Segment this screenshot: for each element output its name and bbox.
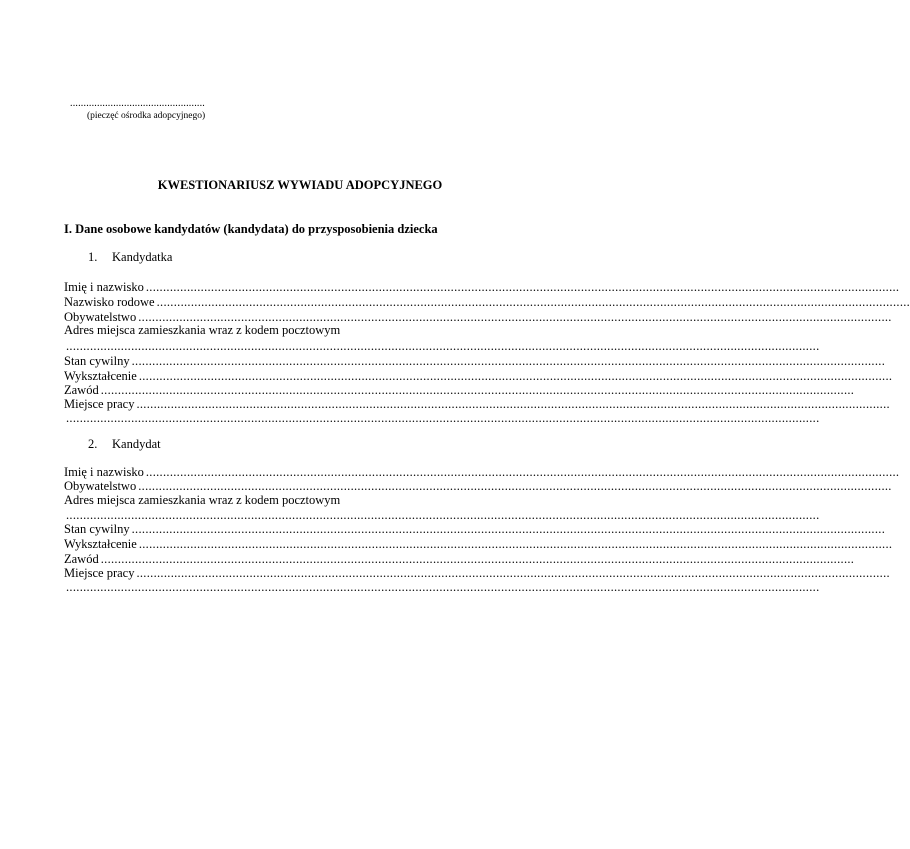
form-field[interactable] [64, 552, 855, 567]
form-field[interactable] [64, 537, 893, 552]
form-field-address-label [64, 493, 544, 508]
dotted-fill: ............................................................................................................................................................................................................................ [145, 280, 900, 294]
subheading-label: Kandydatka [112, 250, 173, 264]
field-label: Stan cywilny [64, 354, 130, 368]
stamp-dotted-line: .................................................. [70, 98, 205, 109]
dotted-fill: ............................................................................................................................................................................................................................ [66, 411, 820, 425]
field-label: Wykształcenie [64, 369, 137, 383]
form-field[interactable] [64, 508, 820, 523]
subheading-candidate-male [88, 437, 161, 452]
dotted-fill: ............................................................................................................................................................................................................................ [131, 522, 886, 536]
subheading-candidate-female [88, 250, 172, 265]
dotted-fill: ............................................................................................................................................................................................................................ [66, 339, 820, 353]
field-label: Stan cywilny [64, 522, 130, 536]
document-title: KWESTIONARIUSZ WYWIADU ADOPCYJNEGO [157, 178, 443, 192]
form-field[interactable] [64, 566, 890, 581]
field-label: Imię i nazwisko [64, 280, 144, 294]
form-field[interactable] [64, 354, 886, 369]
subheading-number: 1. [88, 250, 98, 264]
dotted-fill: ............................................................................................................................................................................................................................ [136, 566, 890, 580]
dotted-fill: ............................................................................................................................................................................................................................ [131, 354, 886, 368]
field-label: Miejsce pracy [64, 566, 135, 580]
form-field[interactable] [64, 465, 900, 480]
form-field[interactable] [64, 479, 892, 494]
field-label: Miejsce pracy [64, 397, 135, 411]
form-field[interactable] [64, 383, 855, 398]
dotted-fill: ............................................................................................................................................................................................................................ [136, 397, 890, 411]
field-label: Zawód [64, 552, 99, 566]
form-field[interactable] [64, 411, 820, 426]
dotted-fill: ............................................................................................................................................................................................................................ [66, 580, 820, 594]
dotted-fill: ............................................................................................................................................................................................................................ [138, 369, 893, 383]
dotted-fill: ............................................................................................................................................................................................................................ [100, 552, 855, 566]
field-label: Wykształcenie [64, 537, 137, 551]
form-field[interactable] [64, 397, 890, 412]
dotted-fill: ............................................................................................................................................................................................................................ [156, 295, 910, 309]
subheading-number: 2. [88, 437, 98, 451]
form-field[interactable] [64, 280, 900, 295]
form-field[interactable] [64, 580, 820, 595]
field-label: Imię i nazwisko [64, 465, 144, 479]
stamp-caption: (pieczęć ośrodka adopcyjnego) [87, 111, 206, 121]
field-label: Adres miejsca zamieszkania wraz z kodem pocztowym [64, 323, 341, 337]
form-field[interactable] [64, 369, 893, 384]
dotted-fill: ............................................................................................................................................................................................................................ [138, 310, 892, 324]
form-field[interactable] [64, 522, 886, 537]
form-field[interactable] [64, 295, 910, 310]
section-title: I. Dane osobowe kandydatów (kandydata) do przysposobienia dziecka [64, 222, 438, 236]
subheading-label: Kandydat [112, 437, 161, 451]
dotted-fill: ............................................................................................................................................................................................................................ [100, 383, 855, 397]
form-field-address-label [64, 323, 544, 338]
field-label: Zawód [64, 383, 99, 397]
dotted-fill: ............................................................................................................................................................................................................................ [138, 479, 892, 493]
field-label: Adres miejsca zamieszkania wraz z kodem pocztowym [64, 493, 341, 507]
field-label: Nazwisko rodowe [64, 295, 155, 309]
field-label: Obywatelstwo [64, 479, 137, 493]
dotted-fill: ............................................................................................................................................................................................................................ [138, 537, 893, 551]
field-label: Obywatelstwo [64, 310, 137, 324]
form-field[interactable] [64, 339, 820, 354]
dotted-fill: ............................................................................................................................................................................................................................ [66, 508, 820, 522]
dotted-fill: ............................................................................................................................................................................................................................ [145, 465, 900, 479]
